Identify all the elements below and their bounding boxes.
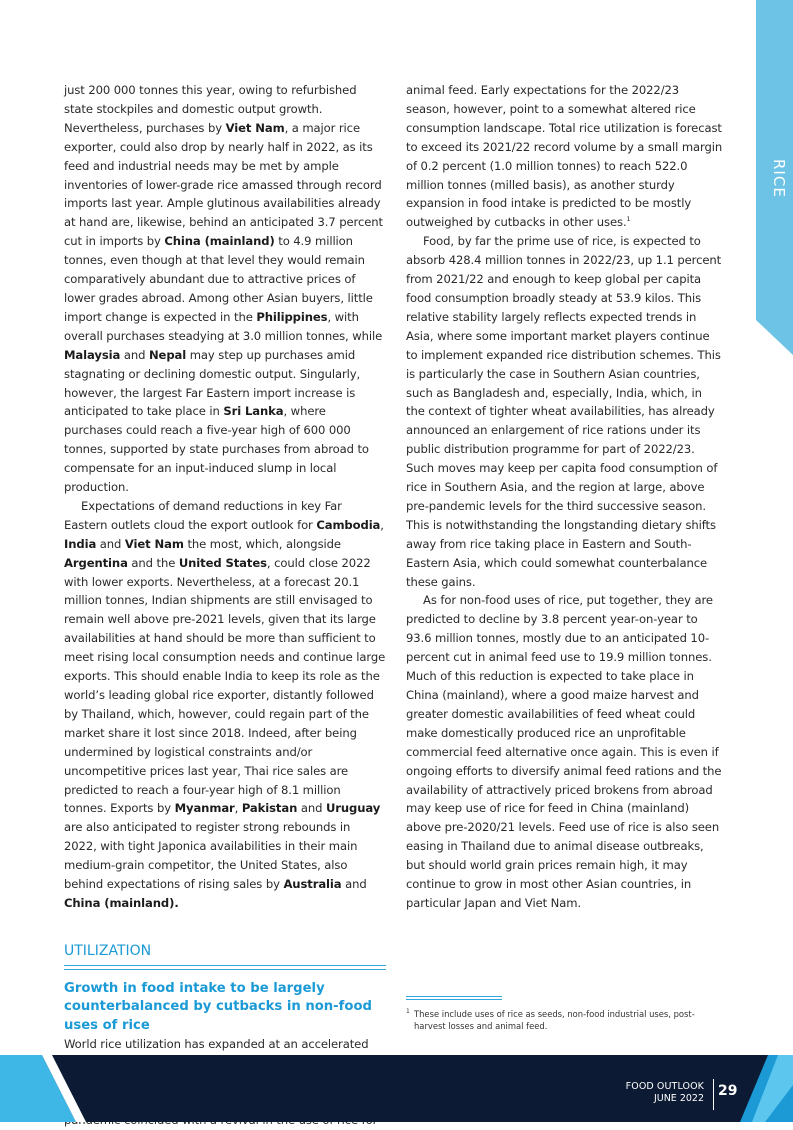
- country-india: India: [64, 536, 97, 551]
- paragraph-imports: just 200 000 tonnes this year, owing to refurbished state stockpiles and domestic output growth. Nevertheless, purchases by Viet Nam, a major rice exporter, could also drop by nearly half in 2022, as its feed and industrial needs may be met by ample inventories of lower-grade rice amassed through record imports last year. Ample glutinous availabilities already at hand are, likewise, behind an anticipated 3.7 percent cut in imports by China (mainland) to 4.9 million tonnes, even though at that level they would remain comparatively abundant due to attractive prices of lower grades abroad. Among other Asian buyers, little import change is expected in the Philippines, with overall purchases steadying at 3.0 million tonnes, while Malaysia and Nepal may step up purchases amid stagnating or declining domestic output. Singularly, however, the largest Far Eastern import increase is anticipated to take place in Sri Lanka, where purchases could reach a five-year high of 600 000 tonnes, supported by state purchases from abroad to compensate for an input-induced slump in local production.: [64, 83, 383, 495]
- page-footer: [0, 1055, 793, 1122]
- country-malaysia: Malaysia: [64, 347, 121, 362]
- country-myanmar: Myanmar: [174, 801, 235, 816]
- paragraph-food-use: Food, by far the prime use of rice, is expected to absorb 428.4 million tonnes in 2022/23, up 1.1 percent from 2021/22 and enough to keep global per capita food consumption broadly steady at 53.9 kilos. This relative stability largely reflects expected trends in Asia, where some important market players continue to implement expanded rice distribution schemes. This is particularly the case in Southern Asian countries, such as Bangladesh and, especially, India, which, in the context of tighter wheat availabilities, has already announced an enlargement of rice rations under its public distribution programme for part of 2022/23. Such moves may keep per capita food consumption of rice in Southern Asia, and the region at large, above pre-pandemic levels for the third successive season. This is notwithstanding the longstanding dietary shifts away from rice taking place in Eastern and South-Eastern Asia, which could somewhat counterbalance these gains.: [406, 234, 722, 589]
- right-column: [406, 81, 724, 913]
- country-philippines: Philippines: [256, 309, 328, 324]
- section-heading: UTILIZATION: [64, 942, 152, 959]
- country-australia: Australia: [283, 877, 342, 892]
- footnote-text: These include uses of rice as seeds, non-food industrial uses, post-harvest losses and animal feed.: [414, 1009, 695, 1031]
- paragraph-exports: Expectations of demand reductions in key Far Eastern outlets cloud the export outlook for Cambodia, India and Viet Nam the most, which, alongside Argentina and the United States, could close 2022 with lower exports. Nevertheless, at a forecast 20.1 million tonnes, Indian shipments are still envisaged to remain well above pre-2021 levels, given that its large availabilities at hand should be more than sufficient to meet rising local consumption needs and continue large exports. This should enable India to keep its role as the world’s leading global rice exporter, distantly followed by Thailand, which, however, could regain part of the market share it lost since 2018. Indeed, after being undermined by logistical constraints and/or uncompetitive prices last year, Thai rice sales are predicted to reach a four-year high of 8.1 million tonnes. Exports by Myanmar, Pakistan and Uruguay are also anticipated to register strong rebounds in 2022, with tight Japonica availabilities in their main medium-grain competitor, the United States, also behind expectations of rising sales by Australia and China (mainland).: [64, 498, 386, 910]
- footnote-mark: 1: [406, 1008, 410, 1015]
- country-pakistan: Pakistan: [241, 801, 298, 816]
- section-tab-label: RICE: [770, 158, 788, 198]
- country-nepal: Nepal: [148, 347, 187, 362]
- left-column: [64, 81, 386, 1130]
- country-china-mainland: China (mainland): [164, 234, 275, 249]
- country-united-states: United States: [178, 555, 267, 570]
- footnote-reference: 1: [626, 215, 631, 224]
- paragraph-total-utilization: animal feed. Early expectations for the 2022/23 season, however, point to a somewhat altered rice consumption landscape. Total rice utilization is forecast to exceed its 2021/22 record volume by a small margin of 0.2 percent (1.0 million tonnes) to reach 522.0 million tonnes (milled basis), as another sturdy expansion in food intake is predicted to be mostly outweighed by cutbacks in other uses.$^1$: [406, 83, 723, 230]
- section-rule: [64, 965, 386, 970]
- country-viet-nam: Viet Nam: [225, 120, 285, 135]
- footnote-rule: [406, 996, 502, 1000]
- publication-date: JUNE 2022: [653, 1093, 704, 1104]
- country-cambodia: Cambodia: [316, 517, 381, 532]
- subheading: Growth in food intake to be largely counterbalanced by cutbacks in non-food uses of rice: [64, 980, 372, 1033]
- page-number: 29: [718, 1083, 738, 1099]
- country-argentina: Argentina: [64, 555, 128, 570]
- footnote: [406, 1008, 724, 1032]
- country-china-mainland: China (mainland).: [64, 895, 179, 910]
- publication-title: FOOD OUTLOOK: [625, 1081, 704, 1092]
- country-viet-nam: Viet Nam: [124, 536, 184, 551]
- paragraph-non-food-use: As for non-food uses of rice, put together, they are predicted to decline by 3.8 percent year-on-year to 93.6 million tonnes, mostly due to an anticipated 10-percent cut in animal feed use to 19.9 million tonnes. Much of this reduction is expected to take place in China (mainland), where a good maize harvest and greater domestic availabilities of feed wheat could make domestically produced rice an unprofitable commercial feed alternative once again. This is even if ongoing efforts to diversify animal feed rations and the availability of attractively priced brokens from abroad may keep use of rice for feed in China (mainland) above pre-2020/21 levels. Feed use of rice is also seen easing in Thailand due to animal disease outbreaks, but should world grain prices remain high, it may continue to grow in most other Asian countries, in particular Japan and Viet Nam.: [406, 593, 722, 910]
- country-sri-lanka: Sri Lanka: [223, 404, 284, 419]
- footer-divider: [713, 1079, 714, 1110]
- paragraph-utilization: World rice utilization has expanded at an accelerated: [64, 1037, 369, 1052]
- country-uruguay: Uruguay: [325, 801, 381, 816]
